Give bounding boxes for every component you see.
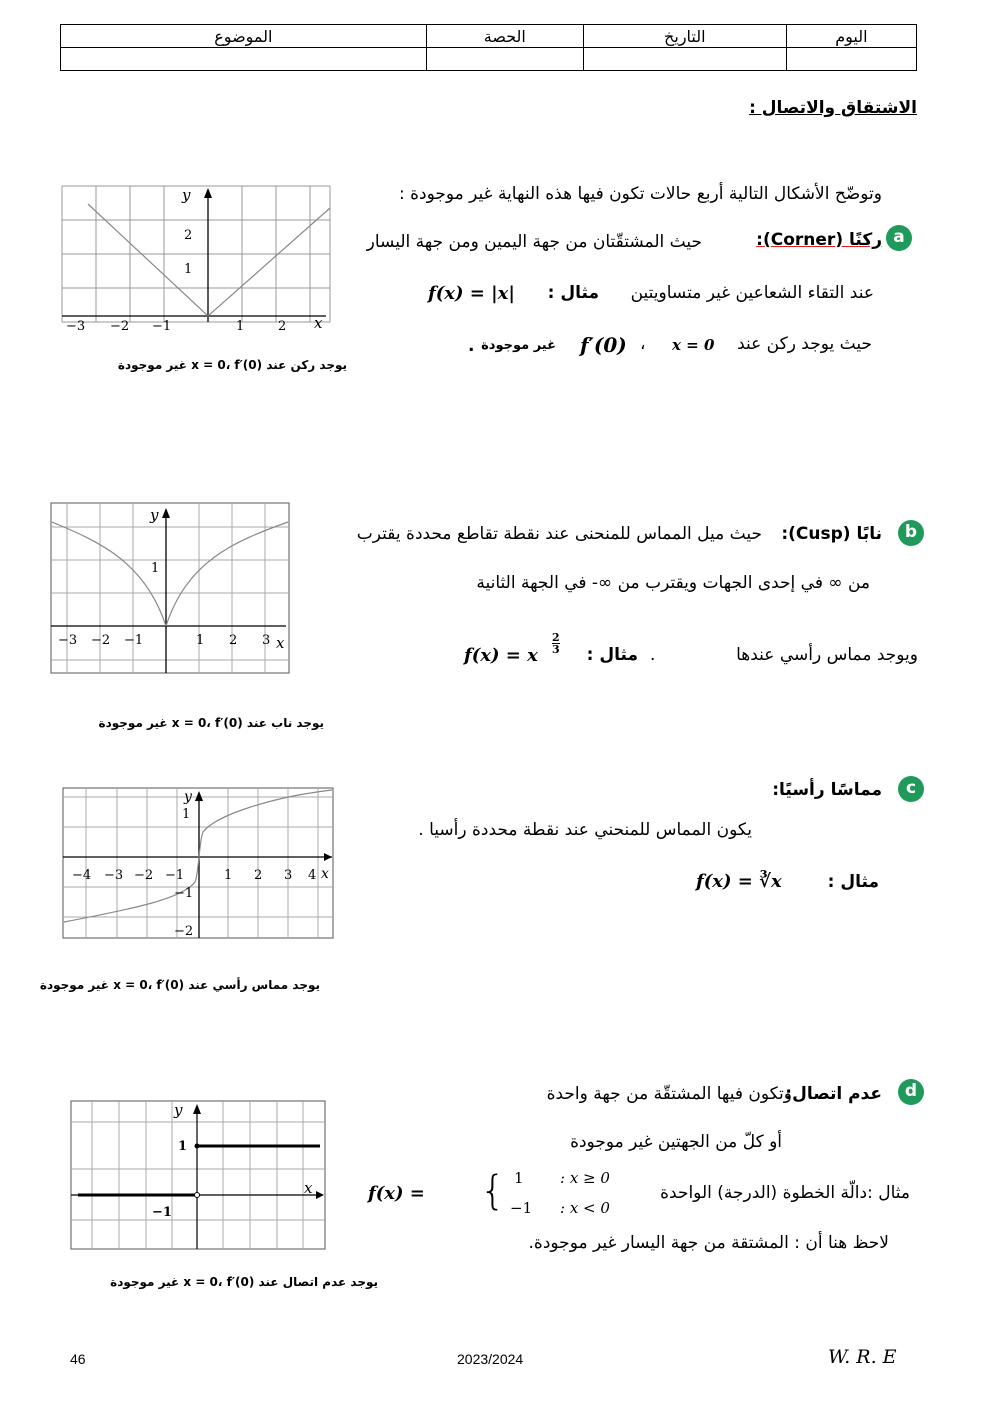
badge-a: a [886, 225, 912, 251]
header-session: الحصة [426, 25, 583, 48]
graph-discontinuity [70, 1100, 326, 1250]
case-b-example-label: مثال : [586, 645, 638, 665]
caption-vertical-tangent: يوجد مماس رأسي عند x = 0، f′(0) غير موجودة [39, 978, 320, 992]
header-day: اليوم [786, 25, 916, 48]
header-subject: الموضوع [61, 25, 427, 48]
case-b-line3: ويوجد مماس رأسي عندها [736, 645, 918, 665]
graph-corner-y-label: y [182, 186, 191, 204]
graph-corner [60, 184, 332, 334]
graph-corner-ytick: 1 [184, 262, 193, 277]
graph-corner-ytick: 2 [184, 228, 193, 243]
graph-corner-xtick: 1 [236, 319, 245, 334]
case-c-example-label: مثال : [827, 872, 879, 892]
graph-cusp-xtick: −3 [58, 633, 78, 648]
graph-corner-x-label: x [314, 314, 323, 332]
graph-cusp-xtick: 3 [262, 633, 271, 648]
graph-corner-xtick: −1 [152, 319, 172, 334]
graph-cusp-x-label: x [276, 634, 285, 652]
case-c-example-math: f(x) = ∛x [696, 871, 782, 892]
graph-cusp-xtick: −2 [91, 633, 111, 648]
graph-cusp [50, 502, 290, 674]
case-a-line3: حيث يوجد ركن عند [737, 334, 872, 354]
graph-cusp-xtick: −1 [124, 633, 144, 648]
graph-corner-xtick: −3 [66, 319, 86, 334]
case-a-fprime: f′(0) [580, 333, 627, 357]
case-d-line1: وتكون فيها المشتقّة من جهة واحدة [546, 1084, 792, 1104]
graph-corner-xtick: −2 [110, 319, 130, 334]
intro-text: وتوضّح الأشكال التالية أربع حالات تكون فيها هذه النهاية غير موجودة : [398, 184, 882, 204]
case-a-dot: . [468, 336, 475, 356]
graph-c-xtick: 4 [308, 868, 317, 883]
graph-d-x-label: x [304, 1179, 313, 1197]
case-d-piece2-cond: : x < 0 [560, 1199, 610, 1217]
graph-c-x-label: x [321, 866, 329, 882]
graph-c-y-label: y [184, 789, 192, 805]
case-a-example-label: مثال : [547, 283, 599, 303]
footer-year: 2023/2024 [457, 1351, 524, 1367]
case-d-piece2-val: −1 [510, 1199, 533, 1217]
case-d-line4: لاحظ هنا أن : المشتقة من جهة اليسار غير موجودة. [528, 1233, 889, 1253]
case-d-piece1 [514, 1169, 610, 1187]
case-c-name: مماسًا رأسيًا: [772, 780, 882, 800]
header-date: التاريخ [583, 25, 786, 48]
case-d-brace: { [480, 1168, 506, 1214]
badge-b: b [898, 520, 924, 546]
badge-c: c [898, 776, 924, 802]
graph-c-ytick: −2 [174, 924, 194, 939]
case-a-x0: x = 0 [672, 336, 715, 354]
graph-d-ytick: 1 [178, 1139, 188, 1154]
case-c-line1: يكون المماس للمنحني عند نقطة محددة رأسيا . [418, 820, 752, 840]
case-d-name: عدم اتصال: [785, 1084, 882, 1104]
header-day-value[interactable] [786, 48, 916, 71]
case-a-example-math: f(x) = |x| [428, 283, 515, 304]
graph-cusp-xtick: 2 [229, 633, 238, 648]
graph-c-xtick: −3 [104, 868, 124, 883]
case-b-line1: حيث ميل المماس للمنحنى عند نقطة تقاطع محددة يقترب [356, 524, 762, 544]
case-b-line2: من ∞ في إحدى الجهات ويقترب من ∞- في الجهة الثانية [476, 573, 870, 593]
graph-c-xtick: −4 [72, 868, 92, 883]
case-d-piece1-cond: : x ≥ 0 [560, 1169, 610, 1187]
graph-vertical-tangent [62, 787, 334, 939]
footer-page-number: 46 [70, 1351, 86, 1367]
graph-c-ytick: 1 [182, 807, 191, 822]
graph-c-xtick: −2 [134, 868, 154, 883]
graph-corner-xtick: 2 [278, 319, 287, 334]
graph-c-xtick: 2 [254, 868, 263, 883]
case-d-piece2 [510, 1199, 610, 1217]
case-b-exp-den: 3 [552, 643, 560, 656]
footer-author: W. R. E [828, 1346, 897, 1368]
header-session-value[interactable] [426, 48, 583, 71]
case-a-not-exist: غير موجودة [481, 338, 556, 353]
graph-c-ytick: −1 [174, 886, 194, 901]
case-a-name [756, 230, 882, 250]
case-b-name: نابًا (Cusp): [781, 524, 882, 544]
case-b-dot: . [650, 645, 656, 665]
graph-cusp-y-label: y [150, 506, 159, 524]
header-date-value[interactable] [583, 48, 786, 71]
graph-c-xtick: 1 [224, 868, 233, 883]
header-table [60, 24, 917, 71]
case-b-example-math: f(x) = x [464, 645, 538, 666]
header-subject-value[interactable] [61, 48, 427, 71]
case-b-exponent [552, 632, 560, 655]
graph-c-xtick: −1 [165, 868, 185, 883]
section-title: الاشتقاق والاتصال : [749, 98, 917, 118]
graph-cusp-xtick: 1 [196, 633, 205, 648]
caption-corner: يوجد ركن عند x = 0، f′(0) غير موجودة [117, 358, 347, 372]
case-d-piece1-val: 1 [514, 1169, 524, 1187]
caption-discontinuity: يوجد عدم اتصال عند x = 0، f′(0) غير موجودة [110, 1275, 378, 1289]
case-b-exp-num: 2 [552, 631, 560, 644]
graph-cusp-ytick: 1 [151, 561, 160, 576]
case-d-fx: f(x) = [368, 1183, 425, 1204]
case-d-line3: مثال :دالّة الخطوة (الدرجة) الواحدة [660, 1183, 910, 1203]
badge-d: d [898, 1079, 924, 1105]
caption-cusp: يوجد ناب عند x = 0، f′(0) غير موجودة [98, 716, 324, 730]
case-a-line1: حيث المشتقّتان من جهة اليمين ومن جهة اليسار [366, 232, 702, 252]
graph-c-xtick: 3 [284, 868, 293, 883]
case-a-line2: عند التقاء الشعاعين غير متساويتين [630, 283, 874, 303]
graph-d-ytick: −1 [152, 1205, 172, 1220]
graph-d-y-label: y [174, 1101, 183, 1119]
case-a-sep: ، [640, 334, 646, 354]
corner-term: ركنًا (Corner): [756, 230, 882, 250]
case-d-line2: أو كلّ من الجهتين غير موجودة [570, 1132, 782, 1152]
